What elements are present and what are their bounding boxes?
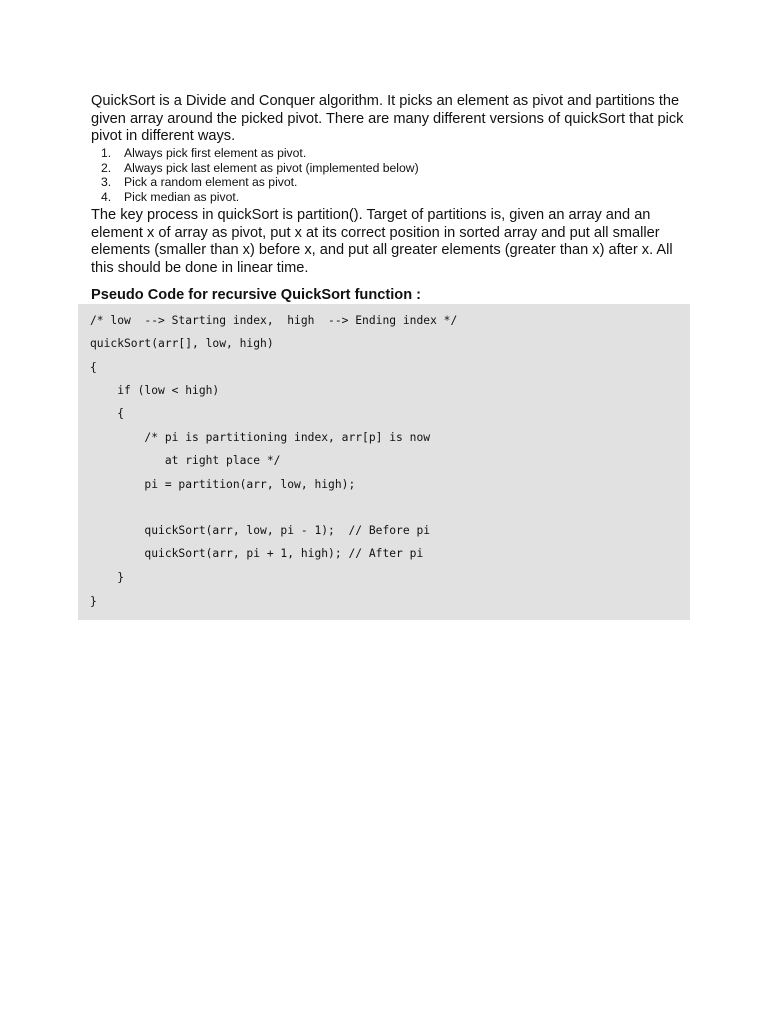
list-item-text: Pick a random element as pivot.: [124, 175, 298, 190]
list-item-text: Pick median as pivot.: [124, 189, 240, 204]
partition-paragraph: The key process in quickSort is partition(). Target of partitions is, given an array and an element x of array as pivot, put x at its correct position in sorted array and put all smaller elements (smaller than x) before x, and put all greater elements (greater than x) after x. All this should be done in linear time.: [91, 207, 673, 276]
list-item-text: Always pick first element as pivot.: [124, 146, 307, 160]
section-heading: Pseudo Code for recursive QuickSort function :: [91, 287, 422, 303]
code-block: [78, 304, 690, 620]
code-line: quickSort(arr, pi + 1, high); // After pi: [90, 547, 424, 560]
intro-paragraph: QuickSort is a Divide and Conquer algorithm. It picks an element as pivot and partitions the given array around the picked pivot. There are many different versions of quickSort that pick pivot in different ways.: [91, 93, 684, 144]
code-line: }: [90, 595, 97, 608]
list-item-number: 1.: [101, 146, 112, 160]
code-line: if (low < high): [90, 384, 220, 397]
list-item: [91, 190, 671, 205]
code-line: pi = partition(arr, low, high);: [90, 478, 356, 491]
list-item-number: 4.: [101, 189, 112, 204]
code-line: at right place */: [90, 454, 281, 467]
code-line: quickSort(arr, low, pi - 1); // Before pi: [90, 524, 431, 537]
code-line: {: [90, 361, 97, 374]
code-line: /* low --> Starting index, high --> Ending index */: [90, 314, 458, 327]
code-line: /* pi is partitioning index, arr[p] is now: [90, 431, 431, 444]
list-item-number: 3.: [101, 175, 112, 190]
list-item-number: 2.: [101, 160, 112, 175]
list-item: [91, 175, 671, 190]
list-item: [91, 146, 671, 161]
code-line: }: [90, 571, 125, 584]
code-line: quickSort(arr[], low, high): [90, 337, 274, 350]
code-line: {: [90, 407, 125, 420]
pivot-options-list: [91, 146, 671, 204]
list-item-text: Always pick last element as pivot (implemented below): [124, 160, 419, 175]
list-item: [91, 161, 671, 176]
